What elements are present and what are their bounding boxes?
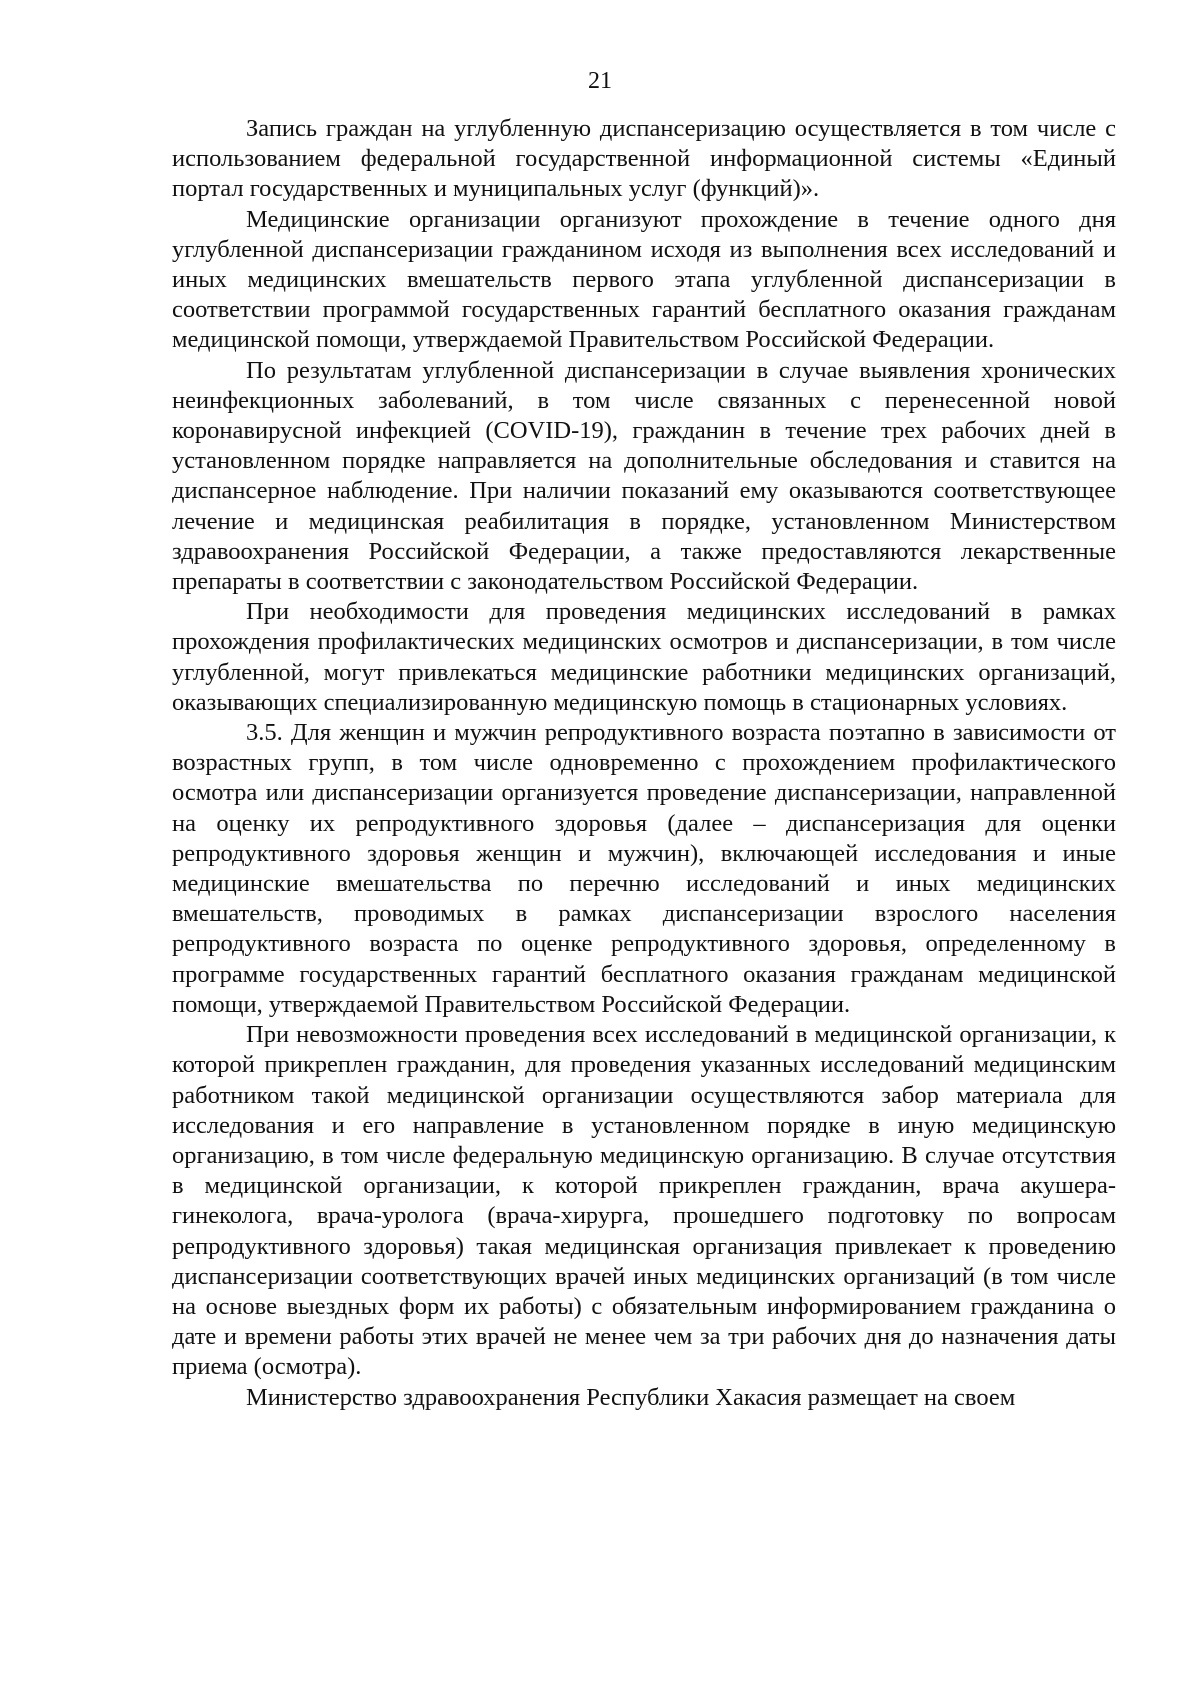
page-number: 21 [588, 68, 612, 94]
document-body [172, 114, 1116, 1413]
paragraph-one-day-examination: Медицинские организации организуют прохождение в течение одного дня углубленной диспансеризации гражданином исходя из выполнения всех исследований и иных медицинских вмешательств первого этапа углубленной диспансеризации в соответствии программой государственных гарантий бесплатного оказания гражданам медицинской помощи, утверждаемой Правительством Российской Федерации. [172, 205, 1116, 354]
paragraph-3-5-reproductive-health: 3.5. Для женщин и мужчин репродуктивного возраста поэтапно в зависимости от возрастных групп, в том числе одновременно с прохождением профилактического осмотра или диспансеризации организуется проведение диспансеризации, направленной на оценку их репродуктивного здоровья (далее – диспансеризация для оценки репродуктивного здоровья женщин и мужчин), включающей исследования и иные медицинские вмешательства по перечню исследований и иных медицинских вмешательств, проводимых в рамках диспансеризации взрослого населения репродуктивного возраста по оценке репродуктивного здоровья, определенному в программе государственных гарантий бесплатного оказания гражданам медицинской помощи, утверждаемой Правительством Российской Федерации. [172, 719, 1116, 1018]
paragraph-sample-referral: При невозможности проведения всех исследований в медицинской организации, к которой прикреплен гражданин, для проведения указанных исследований медицинским работником такой медицинской организации осуществляются забор материала для исследования и его направление в установленном порядке в иную медицинскую организацию, в том числе федеральную медицинскую организацию. В случае отсутствия в медицинской организации, к которой прикреплен гражданин, врача акушера-гинеколога, врача-уролога (врача-хирурга, прошедшего подготовку по вопросам репродуктивного здоровья) такая медицинская организация привлекает к проведению диспансеризации соответствующих врачей иных медицинских организаций (в том числе на основе выездных форм их работы) с обязательным информированием гражданина о дате и времени работы этих врачей не менее чем за три рабочих дня до назначения даты приема (осмотра). [172, 1021, 1116, 1381]
paragraph-chronic-diseases-followup: По результатам углубленной диспансеризации в случае выявления хронических неинфекционных заболеваний, в том числе связанных с перенесенной новой коронавирусной инфекцией (COVID-19), гражданин в течение трех рабочих дней в установленном порядке направляется на дополнительные обследования и ставится на диспансерное наблюдение. При наличии показаний ему оказываются соответствующее лечение и медицинская реабилитация в порядке, установленном Министерством здравоохранения Российской Федерации, а также предоставляются лекарственные препараты в соответствии с законодательством Российской Федерации. [172, 356, 1116, 596]
paragraph-enrollment-portal: Запись граждан на углубленную диспансеризацию осуществляется в том числе с использованием федеральной государственной информационной системы «Единый портал государственных и муниципальных услуг (функций)». [172, 115, 1116, 203]
paragraph-specialized-workers: При необходимости для проведения медицинских исследований в рамках прохождения профилактических медицинских осмотров и диспансеризации, в том числе углубленной, могут привлекаться медицинские работники медицинских организаций, оказывающих специализированную медицинскую помощь в стационарных условиях. [172, 598, 1116, 716]
paragraph-ministry-website: Министерство здравоохранения Республики Хакасия размещает на своем [246, 1383, 1016, 1411]
